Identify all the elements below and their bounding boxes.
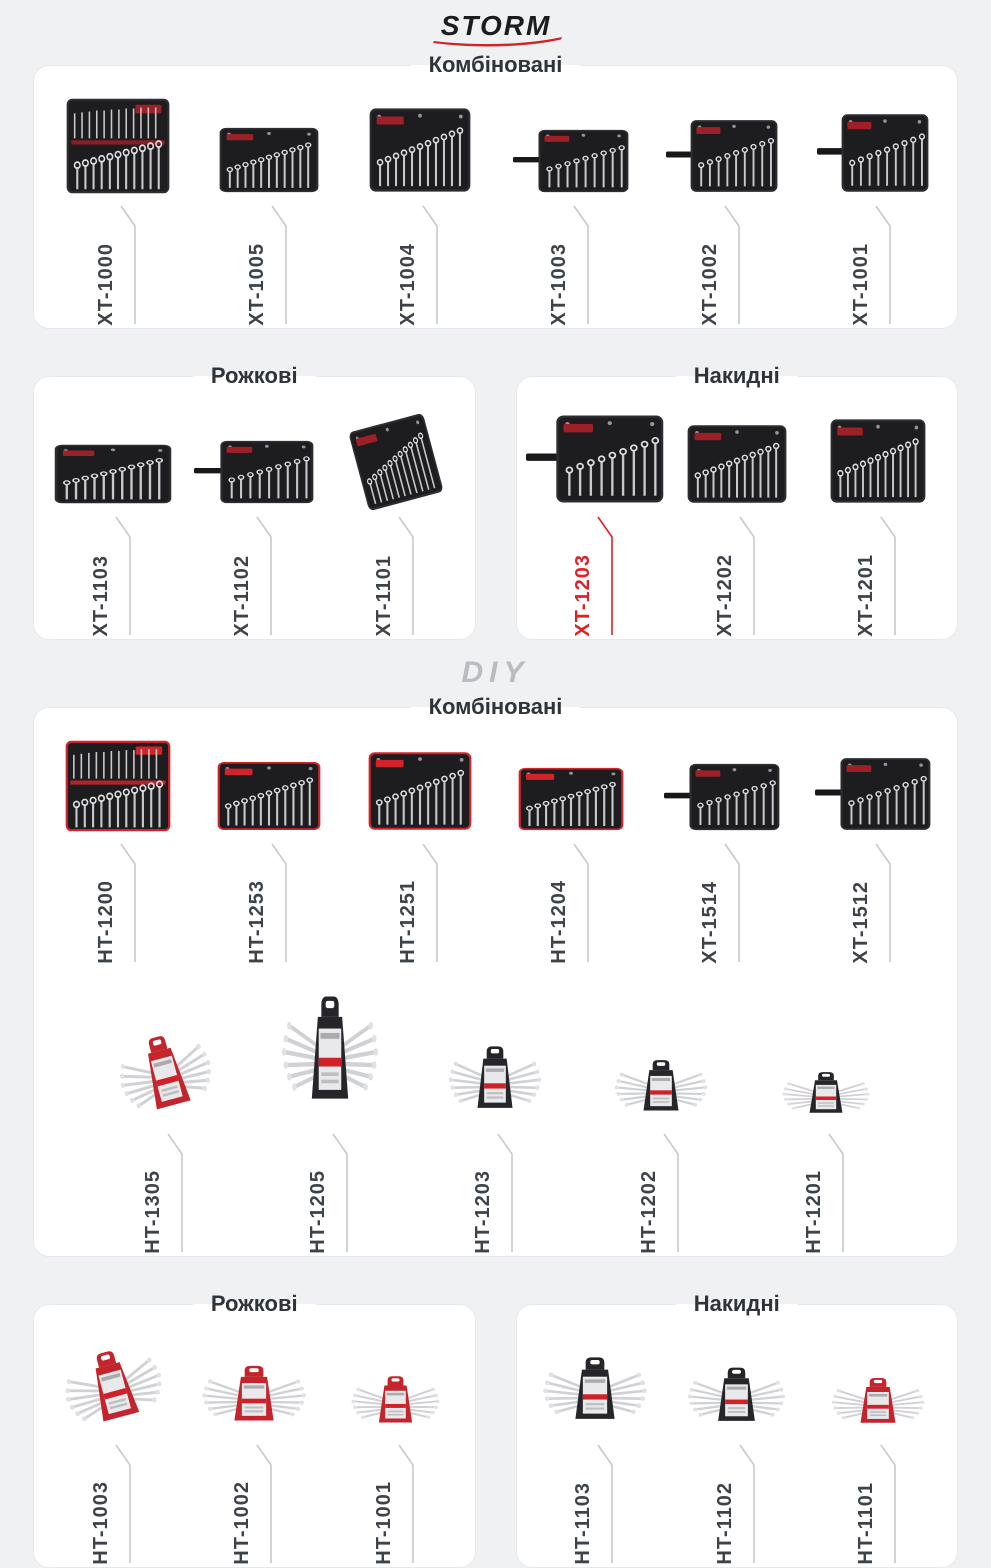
- product-label: [639, 1128, 683, 1254]
- product-label: [308, 1128, 352, 1254]
- wrench-set-image: [830, 401, 926, 505]
- product-card[interactable]: [217, 732, 321, 964]
- product-label: [398, 200, 442, 326]
- product-code: HT-1251: [396, 880, 419, 964]
- product-code: XT-1203: [572, 554, 595, 637]
- wrench-set-icon: [347, 410, 445, 513]
- wrench-set-icon: [49, 1326, 176, 1445]
- product-card[interactable]: [357, 401, 435, 637]
- wrench-set-icon: [518, 766, 624, 832]
- label-connector-line: [396, 515, 418, 637]
- wrench-set-image: [54, 401, 172, 505]
- wrench-set-image: [817, 90, 929, 194]
- product-code: HT-1205: [307, 1170, 330, 1254]
- label-connector-line: [269, 842, 291, 964]
- diy-logo-text: DIY: [461, 656, 530, 689]
- section-title: Накидні: [693, 1291, 780, 1316]
- product-label: [96, 838, 140, 964]
- product-label: [700, 200, 744, 326]
- product-card[interactable]: [66, 90, 170, 326]
- wrench-set-icon: [198, 1355, 310, 1433]
- wrench-set-icon: [666, 118, 778, 194]
- label-connector-line: [722, 204, 744, 326]
- product-card[interactable]: [666, 90, 778, 326]
- product-label: [700, 838, 744, 964]
- label-connector-line: [873, 204, 895, 326]
- product-row: [42, 732, 949, 964]
- section-diy-open-end: [33, 1291, 476, 1568]
- product-card[interactable]: [65, 732, 171, 964]
- product-label: [715, 1439, 759, 1565]
- storm-logo-icon: [416, 8, 576, 52]
- product-label: [232, 511, 276, 637]
- product-label: [549, 200, 593, 326]
- wrench-set-icon: [779, 1064, 873, 1122]
- label-connector-line: [330, 1132, 352, 1254]
- wrench-set-icon: [348, 1367, 443, 1433]
- product-card[interactable]: [115, 964, 215, 1254]
- wrench-set-icon: [368, 750, 472, 832]
- wrench-set-image: [815, 732, 931, 832]
- wrench-set-icon: [664, 762, 780, 832]
- product-code: HT-1002: [231, 1481, 254, 1565]
- wrench-set-icon: [54, 443, 172, 505]
- wrench-set-image: [219, 90, 319, 194]
- product-card[interactable]: [664, 732, 780, 964]
- product-row: [42, 401, 467, 637]
- product-label: [232, 1439, 276, 1565]
- product-code: HT-1101: [855, 1482, 878, 1565]
- section-title: Рожкові: [210, 1291, 298, 1316]
- product-label: [247, 838, 291, 964]
- label-connector-line: [595, 515, 617, 637]
- product-code: XT-1005: [245, 243, 268, 326]
- storm-subsections: [33, 363, 958, 640]
- product-code: XT-1004: [396, 243, 419, 326]
- wrench-set-icon: [445, 1034, 545, 1122]
- storm-logo: [33, 0, 958, 52]
- product-card[interactable]: [526, 401, 664, 637]
- product-code: HT-1201: [803, 1170, 826, 1254]
- wrench-set-icon: [830, 417, 926, 505]
- wrench-set-icon: [815, 756, 931, 832]
- wrench-set-image: [664, 732, 780, 832]
- wrench-set-icon: [513, 128, 629, 194]
- product-card[interactable]: [779, 964, 873, 1254]
- product-code: HT-1103: [572, 1482, 595, 1565]
- storm-logo-text: STORM: [440, 10, 551, 41]
- product-label: [715, 511, 759, 637]
- product-code: HT-1003: [89, 1481, 112, 1565]
- wrench-set-image: [198, 1329, 310, 1433]
- wrench-set-image: [66, 90, 170, 194]
- wrench-set-image: [348, 1329, 443, 1433]
- wrench-set-icon: [219, 126, 319, 194]
- label-connector-line: [595, 1443, 617, 1565]
- product-label: [247, 200, 291, 326]
- wrench-set-image: [217, 732, 321, 832]
- wrench-set-image: [684, 1329, 789, 1433]
- wrench-set-icon: [103, 1011, 225, 1133]
- product-card[interactable]: [445, 964, 545, 1254]
- product-card[interactable]: [194, 401, 314, 637]
- label-connector-line: [118, 204, 140, 326]
- product-card[interactable]: [369, 90, 471, 326]
- product-code: HT-1253: [245, 880, 268, 964]
- diy-subsections: [33, 1291, 958, 1568]
- wrench-set-icon: [687, 423, 787, 505]
- product-label: [549, 838, 593, 964]
- label-connector-line: [722, 842, 744, 964]
- product-label: [143, 1128, 187, 1254]
- label-connector-line: [737, 515, 759, 637]
- wrench-set-image: [194, 401, 314, 505]
- wrench-set-icon: [817, 112, 929, 194]
- section-storm-box-end: [516, 363, 959, 640]
- product-card[interactable]: [828, 1329, 928, 1565]
- product-label: [804, 1128, 848, 1254]
- section-title: Комбіновані: [428, 52, 563, 77]
- wrench-set-icon: [65, 740, 171, 832]
- product-code: XT-1101: [372, 555, 395, 637]
- wrench-set-icon: [278, 976, 382, 1122]
- label-connector-line: [878, 1443, 900, 1565]
- label-connector-line: [661, 1132, 683, 1254]
- wrench-set-image: [357, 401, 435, 505]
- label-connector-line: [396, 1443, 418, 1565]
- product-row: [42, 964, 949, 1254]
- product-card[interactable]: [539, 1329, 651, 1565]
- product-card[interactable]: [54, 401, 172, 637]
- product-code: XT-1001: [850, 243, 873, 326]
- product-code: XT-1002: [699, 243, 722, 326]
- product-code: HT-1202: [637, 1170, 660, 1254]
- label-connector-line: [118, 842, 140, 964]
- product-label: [851, 200, 895, 326]
- product-code: XT-1202: [713, 554, 736, 637]
- wrench-set-image: [60, 1329, 166, 1433]
- product-code: XT-1003: [548, 243, 571, 326]
- product-code: HT-1001: [372, 1481, 395, 1565]
- wrench-set-image: [369, 90, 471, 194]
- product-label: [856, 1439, 900, 1565]
- product-card[interactable]: [518, 732, 624, 964]
- product-code: HT-1200: [94, 880, 117, 964]
- product-card[interactable]: [817, 90, 929, 326]
- wrench-set-image: [666, 90, 778, 194]
- label-connector-line: [420, 204, 442, 326]
- product-code: HT-1204: [548, 880, 571, 964]
- wrench-set-image: [368, 732, 472, 832]
- wrench-set-icon: [66, 98, 170, 194]
- wrench-set-icon: [217, 760, 321, 832]
- product-card[interactable]: [368, 732, 472, 964]
- label-connector-line: [826, 1132, 848, 1254]
- section-diy-combined: [33, 694, 958, 1257]
- product-row: [42, 1329, 467, 1565]
- product-card[interactable]: [348, 1329, 443, 1565]
- section-title: Рожкові: [210, 363, 298, 388]
- product-card[interactable]: [687, 401, 787, 637]
- label-connector-line: [878, 515, 900, 637]
- label-connector-line: [269, 204, 291, 326]
- product-card[interactable]: [611, 964, 711, 1254]
- label-connector-line: [571, 842, 593, 964]
- wrench-set-image: [115, 964, 215, 1122]
- product-label: [374, 511, 418, 637]
- wrench-set-icon: [684, 1357, 789, 1433]
- product-card[interactable]: [219, 90, 319, 326]
- wrench-set-image: [779, 964, 873, 1122]
- wrench-set-image: [526, 401, 664, 505]
- product-label: [856, 511, 900, 637]
- wrench-set-image: [539, 1329, 651, 1433]
- wrench-set-image: [687, 401, 787, 505]
- label-connector-line: [737, 1443, 759, 1565]
- wrench-set-image: [65, 732, 171, 832]
- label-connector-line: [420, 842, 442, 964]
- section-diy-box-end: [516, 1291, 959, 1568]
- wrench-set-image: [518, 732, 624, 832]
- wrench-set-image: [445, 964, 545, 1122]
- product-label: [91, 1439, 135, 1565]
- wrench-set-image: [278, 964, 382, 1122]
- product-code: HT-1305: [141, 1170, 164, 1254]
- label-connector-line: [254, 1443, 276, 1565]
- product-row: [525, 401, 950, 637]
- wrench-set-icon: [611, 1050, 711, 1122]
- wrench-set-icon: [539, 1345, 651, 1433]
- wrench-set-icon: [526, 413, 664, 505]
- label-connector-line: [495, 1132, 517, 1254]
- product-code: XT-1103: [89, 555, 112, 637]
- wrench-set-image: [513, 90, 629, 194]
- label-connector-line: [113, 1443, 135, 1565]
- product-label: [473, 1128, 517, 1254]
- product-card[interactable]: [830, 401, 926, 637]
- product-code: XT-1201: [855, 554, 878, 637]
- section-storm-combined: [33, 52, 958, 329]
- product-card[interactable]: [198, 1329, 310, 1565]
- product-card[interactable]: [60, 1329, 166, 1565]
- product-label: [573, 511, 617, 637]
- diy-logo: [33, 656, 958, 690]
- product-code: XT-1000: [94, 243, 117, 326]
- section-title: Комбіновані: [428, 694, 563, 719]
- wrench-set-image: [611, 964, 711, 1122]
- wrench-set-icon: [194, 439, 314, 505]
- label-connector-line: [571, 204, 593, 326]
- wrench-set-icon: [369, 106, 471, 194]
- product-code: XT-1514: [699, 881, 722, 964]
- product-label: [851, 838, 895, 964]
- product-label: [374, 1439, 418, 1565]
- product-code: XT-1102: [231, 555, 254, 637]
- product-card[interactable]: [815, 732, 931, 964]
- product-label: [398, 838, 442, 964]
- product-row: [525, 1329, 950, 1565]
- section-storm-open-end: [33, 363, 476, 640]
- product-code: HT-1203: [472, 1170, 495, 1254]
- label-connector-line: [254, 515, 276, 637]
- product-code: XT-1512: [850, 881, 873, 964]
- product-card[interactable]: [278, 964, 382, 1254]
- section-title: Накидні: [693, 363, 780, 388]
- product-label: [91, 511, 135, 637]
- wrench-set-icon: [828, 1369, 928, 1433]
- product-row: [42, 90, 949, 326]
- product-code: HT-1102: [713, 1482, 736, 1565]
- product-label: [96, 200, 140, 326]
- wrench-set-image: [828, 1329, 928, 1433]
- product-card[interactable]: [684, 1329, 789, 1565]
- label-connector-line: [113, 515, 135, 637]
- product-label: [573, 1439, 617, 1565]
- label-connector-line: [165, 1132, 187, 1254]
- label-connector-line: [873, 842, 895, 964]
- product-card[interactable]: [513, 90, 629, 326]
